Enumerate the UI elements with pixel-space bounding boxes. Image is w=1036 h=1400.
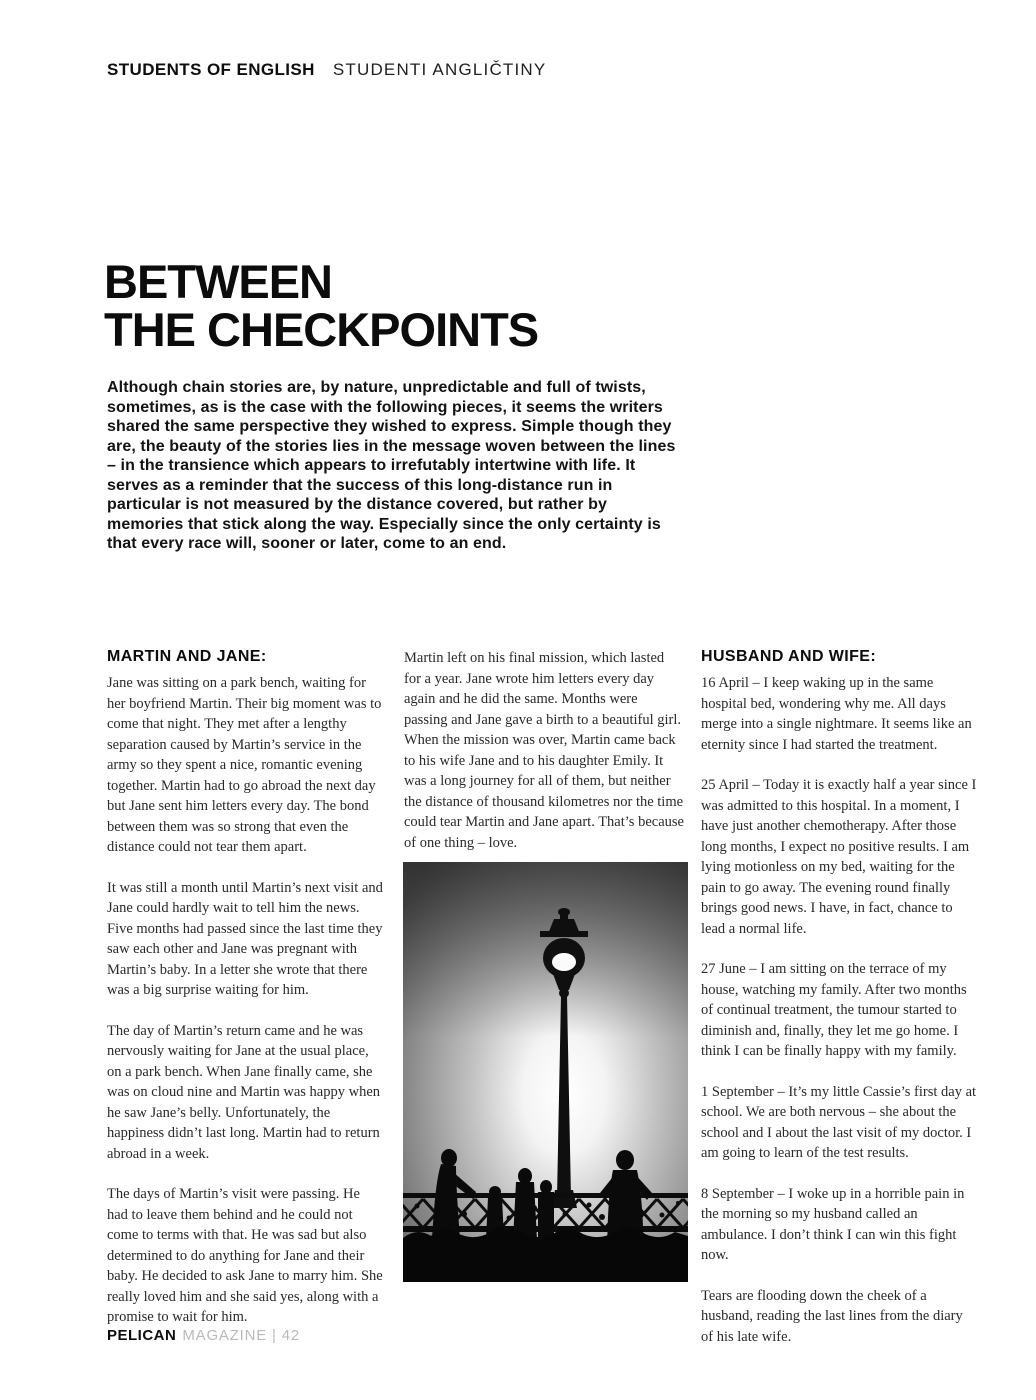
diary-entry: Tears are flooding down the cheek of a husband, reading the last lines from the diary of his late wife. <box>701 1287 963 1345</box>
footer-brand: PELICAN <box>107 1327 177 1344</box>
page-header <box>107 60 546 80</box>
column-husband-and-wife <box>701 648 977 1367</box>
story-paragraph: It was still a month until Martin’s next visit and Jane could hardly wait to tell him the news. Five months had passed since the last time they saw each other and Jane was pregnant with Martin’s baby. In a letter she wrote that there was a big surprise waiting for him. <box>107 879 383 998</box>
story-paragraph: Martin left on his final mission, which lasted for a year. Jane wrote him letters every day again and he did the same. Months were passing and Jane gave a birth to a beautiful girl. When the mission was over, Martin came back to his wife Jane and to his daughter Emily. It was a long journey for all of them, but neither the distance of thousand kilometres nor the time could tear Martin and Jane apart. That’s because of one thing – love. <box>404 650 684 851</box>
article-title-line2: THE CHECKPOINTS <box>104 303 539 356</box>
column-story-continuation <box>404 648 684 873</box>
story-heading-martin-and-jane: MARTIN AND JANE: <box>107 648 267 665</box>
header-section-title-czech: STUDENTI ANGLIČTINY <box>332 60 547 79</box>
street-lamp-photo <box>403 862 688 1282</box>
story-heading-husband-and-wife: HUSBAND AND WIFE: <box>701 648 877 665</box>
diary-entry: 27 June – I am sitting on the terrace of my house, watching my family. After two months of continual treatment, the tumour started to diminish and, finally, they let me go home. I think I can be finally happy with my family. <box>701 961 967 1059</box>
page-footer <box>107 1327 300 1345</box>
diary-entry: 25 April – Today it is exactly half a year since I was admitted to this hospital. In a moment, I have just another chemotherapy. After those long months, I expect no positive results. I am lying motionless on my bed, waiting for the pain to go away. The evening round finally brings good news. I have, in fact, chance to lead a normal life. <box>701 777 977 937</box>
article-title <box>104 255 539 356</box>
column-martin-and-jane <box>107 648 383 1348</box>
article-title-line1: BETWEEN <box>104 255 332 308</box>
street-lamp-photo-graphic <box>403 862 688 1282</box>
story-paragraph: The day of Martin’s return came and he was nervously waiting for Jane at the usual place, on a park bench. When Jane finally came, she was on cloud nine and Martin was happy when he saw Jane’s belly. Unfortunately, the happiness didn’t last long. Martin had to return abroad in a week. <box>107 1022 381 1162</box>
article-intro: Although chain stories are, by nature, unpredictable and full of twists, sometimes, as is the case with the following pieces, it seems the writers shared the same perspective they wished to express. Simple though they are, the beauty of the stories lies in the message woven between the lines – in the transience which appears to irrefutably intertwine with life. It serves as a reminder that the success of this long-distance run in particular is not measured by the distance covered, but rather by memories that stick along the way. Especially since the only certainty is that every race will, sooner or later, come to an end. <box>107 379 676 552</box>
diary-entry: 16 April – I keep waking up in the same hospital bed, wondering why me. All days merge into a single nightmare. It seems like an eternity since I had started the treatment. <box>701 675 972 753</box>
story-paragraph: The days of Martin’s visit were passing. He had to leave them behind and he could not come to terms with that. He was sad but also determined to do anything for Jane and their baby. He decided to ask Jane to marry him. She really loved him and she said yes, along with a promise to wait for him. <box>107 1186 383 1325</box>
footer-magazine-page-number: MAGAZINE | 42 <box>182 1327 300 1344</box>
diary-entry: 8 September – I woke up in a horrible pain in the morning so my husband called an ambulance. I don’t think I can win this fight now. <box>701 1185 965 1263</box>
diary-entry: 1 September – It’s my little Cassie’s first day at school. We are both nervous – she about the school and I about the last visit of my doctor. I am going to learn of the test results. <box>701 1083 977 1161</box>
header-section-title: STUDENTS OF ENGLISH <box>107 60 315 79</box>
lamp-glass-glow <box>550 944 578 971</box>
story-paragraph: Jane was sitting on a park bench, waiting for her boyfriend Martin. Their big moment was to come that night. They met after a lengthy separation caused by Martin’s service in the army so they spent a nice, romantic evening together. Martin had to go abroad the next day but Jane sent him letters every day. The bond between them was so strong that even the distance could not tear them apart. <box>107 675 382 855</box>
